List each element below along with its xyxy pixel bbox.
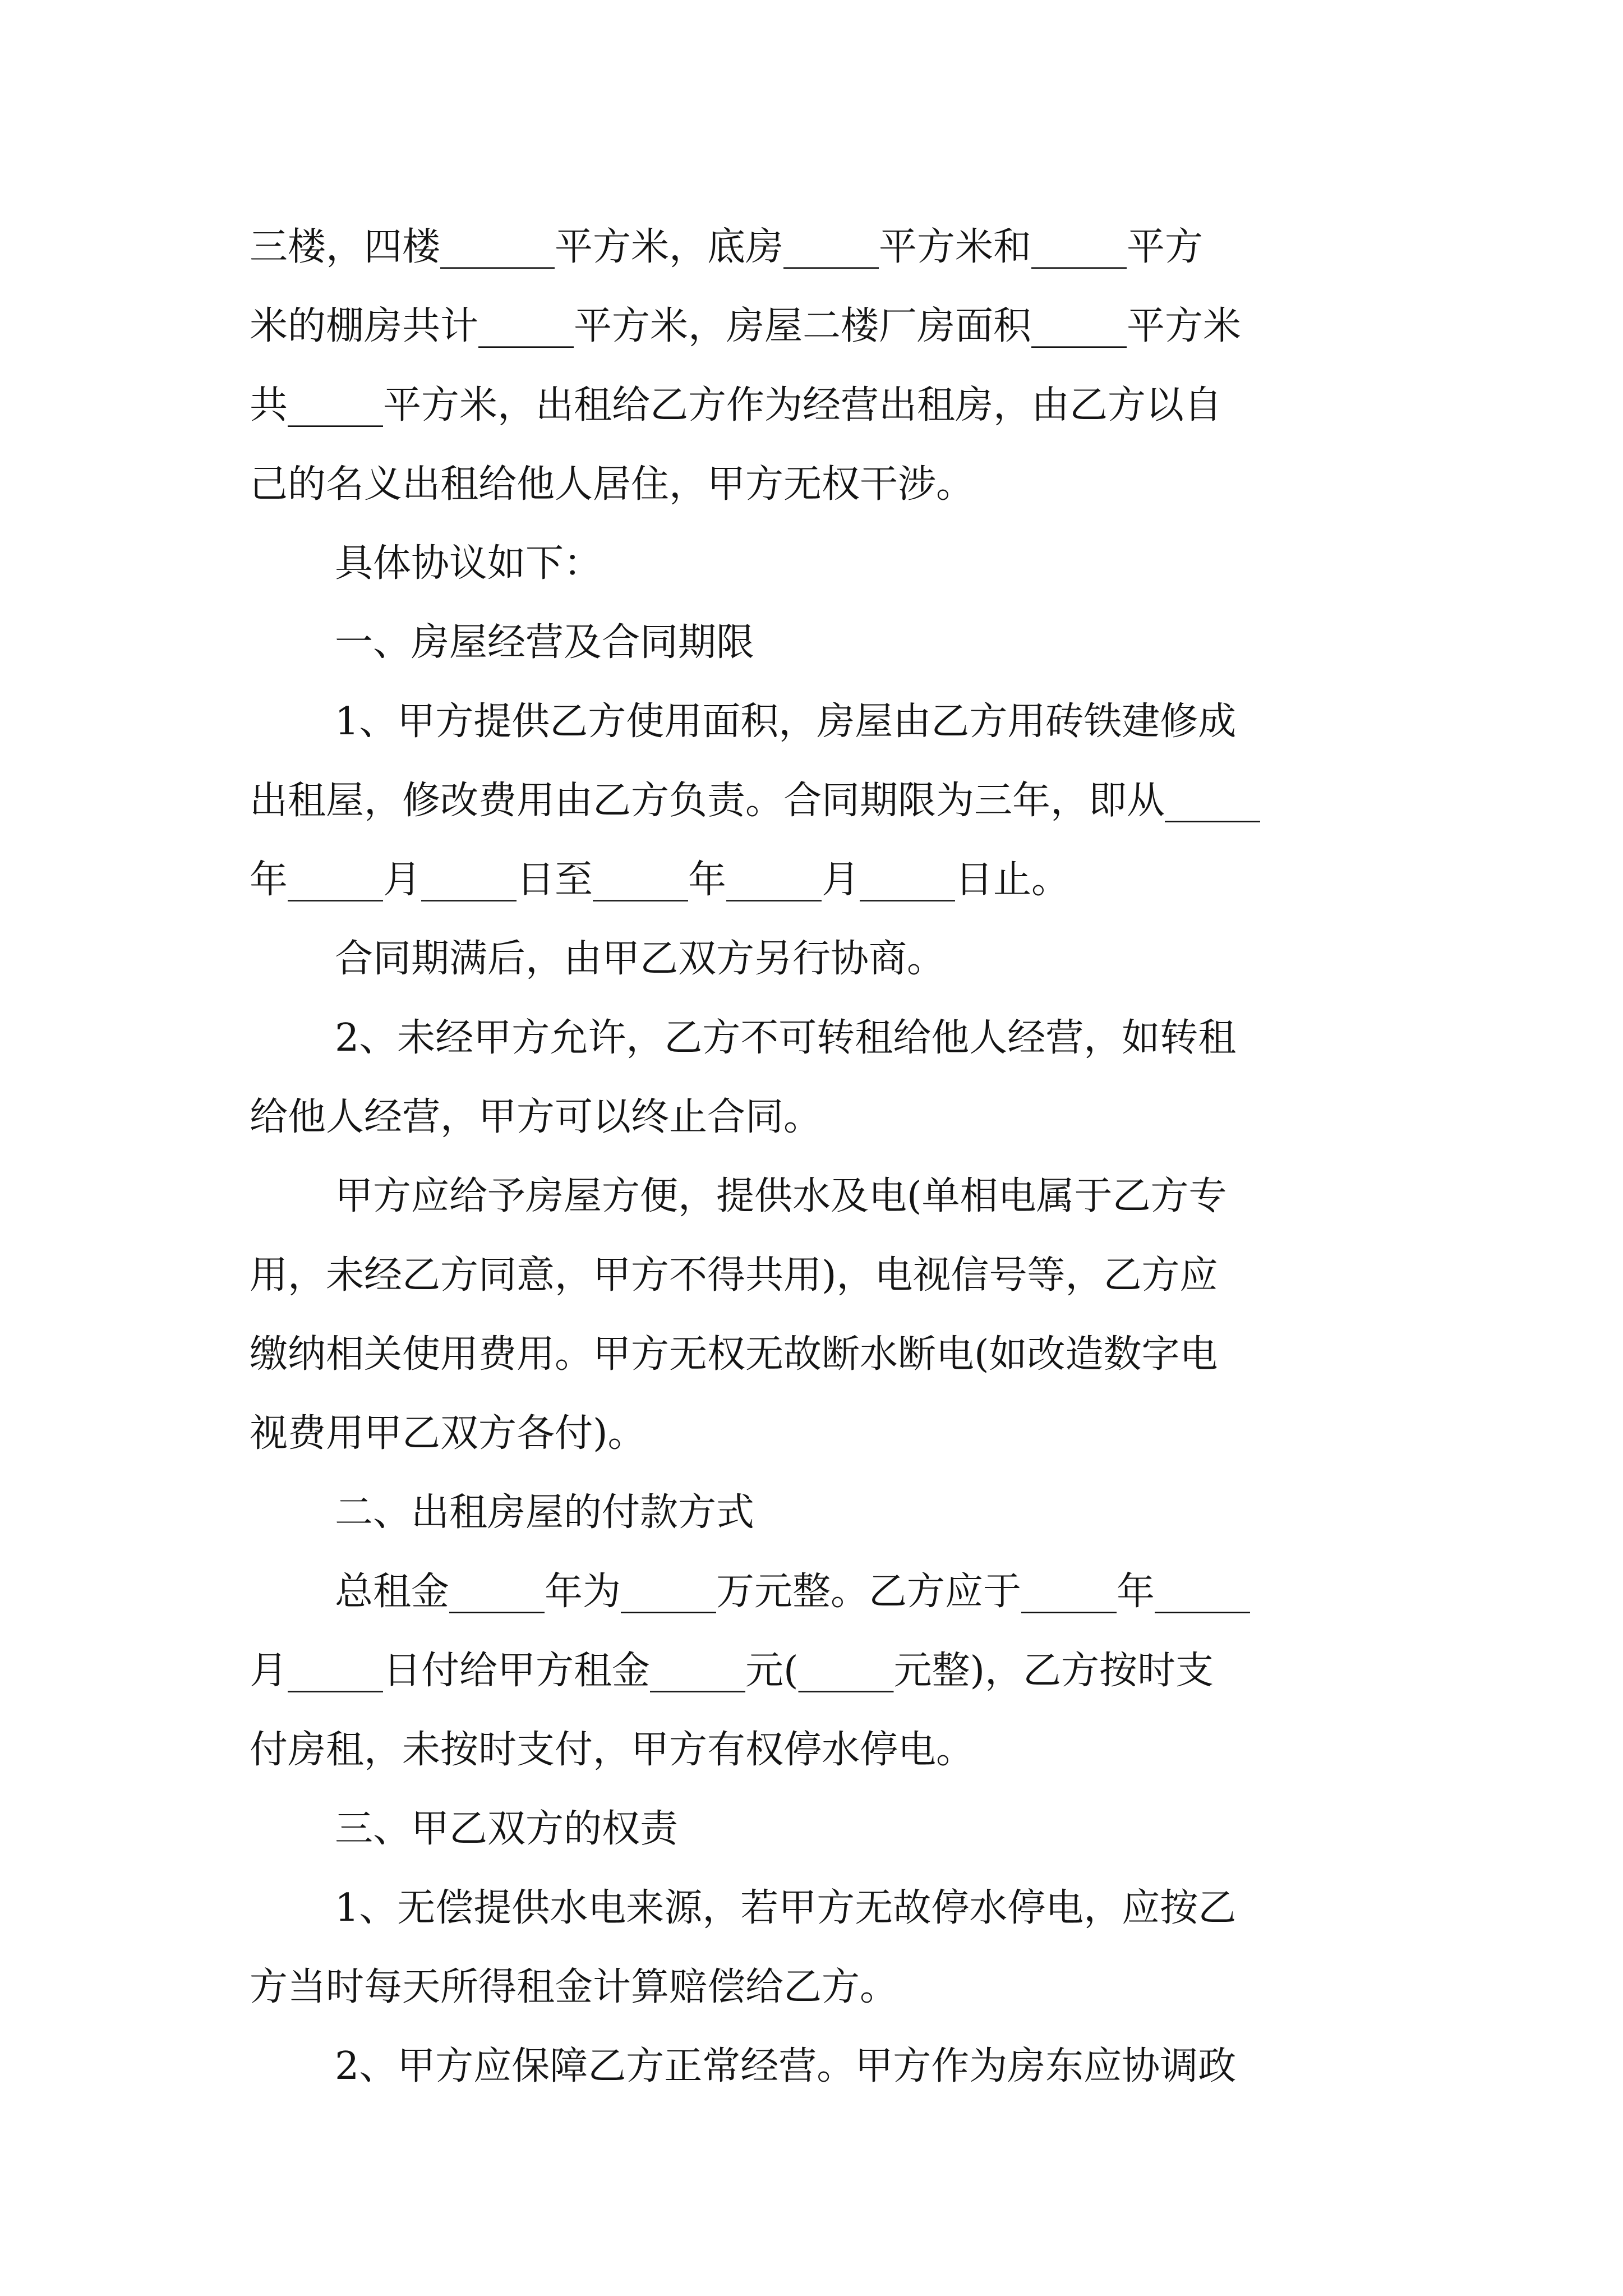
document-body [250, 208, 1380, 2106]
text-line-8: 出租屋，修改费用由乙方负责。合同期限为三年，即从_____ [250, 779, 1261, 823]
text-line-24: 2、甲方应保障乙方正常经营。甲方作为房东应协调政 [335, 2044, 1237, 2088]
text-line-16: 视费用甲乙双方各付)。 [250, 1411, 646, 1456]
text-line-7: 1、甲方提供乙方使用面积，房屋由乙方用砖铁建修成 [335, 700, 1237, 744]
text-line-20: 付房租，未按时支付，甲方有权停水停电。 [250, 1728, 975, 1772]
text-line-22: 1、无偿提供水电来源，若甲方无故停水停电，应按乙 [335, 1886, 1237, 1930]
section-heading-1: 一、房屋经营及合同期限 [335, 620, 755, 665]
section-heading-2: 二、出租房屋的付款方式 [335, 1490, 755, 1535]
text-line-2: 米的棚房共计_____平方米，房屋二楼厂房面积_____平方米 [250, 304, 1242, 348]
text-line-3: 共_____平方米，出租给乙方作为经营出租房，由乙方以自 [250, 383, 1223, 427]
text-line-13: 甲方应给予房屋方便，提供水及电(单相电属于乙方专 [335, 1174, 1227, 1218]
text-line-19: 月_____日付给甲方租金_____元(_____元整)，乙方按时支 [250, 1649, 1214, 1693]
text-line-5: 具体协议如下： [335, 541, 602, 586]
text-line-9: 年_____月_____日至_____年_____月_____日止。 [250, 858, 1070, 902]
text-line-10: 合同期满后，由甲乙双方另行协商。 [335, 937, 946, 981]
text-line-1: 三楼，四楼______平方米，底房_____平方米和_____平方 [250, 225, 1204, 269]
text-line-15: 缴纳相关使用费用。甲方无权无故断水断电(如改造数字电 [250, 1332, 1218, 1377]
text-line-14: 用，未经乙方同意，甲方不得共用)，电视信号等，乙方应 [250, 1253, 1218, 1297]
text-line-4: 己的名义出租给他人居住，甲方无权干涉。 [250, 462, 975, 507]
text-line-18: 总租金_____年为_____万元整。乙方应于_____年_____ [335, 1570, 1251, 1614]
text-line-11: 2、未经甲方允许，乙方不可转租给他人经营，如转租 [335, 1016, 1237, 1060]
section-heading-3: 三、甲乙双方的权责 [335, 1807, 679, 1851]
text-line-23: 方当时每天所得租金计算赔偿给乙方。 [250, 1965, 898, 2009]
text-line-12: 给他人经营，甲方可以终止合同。 [250, 1095, 822, 1139]
